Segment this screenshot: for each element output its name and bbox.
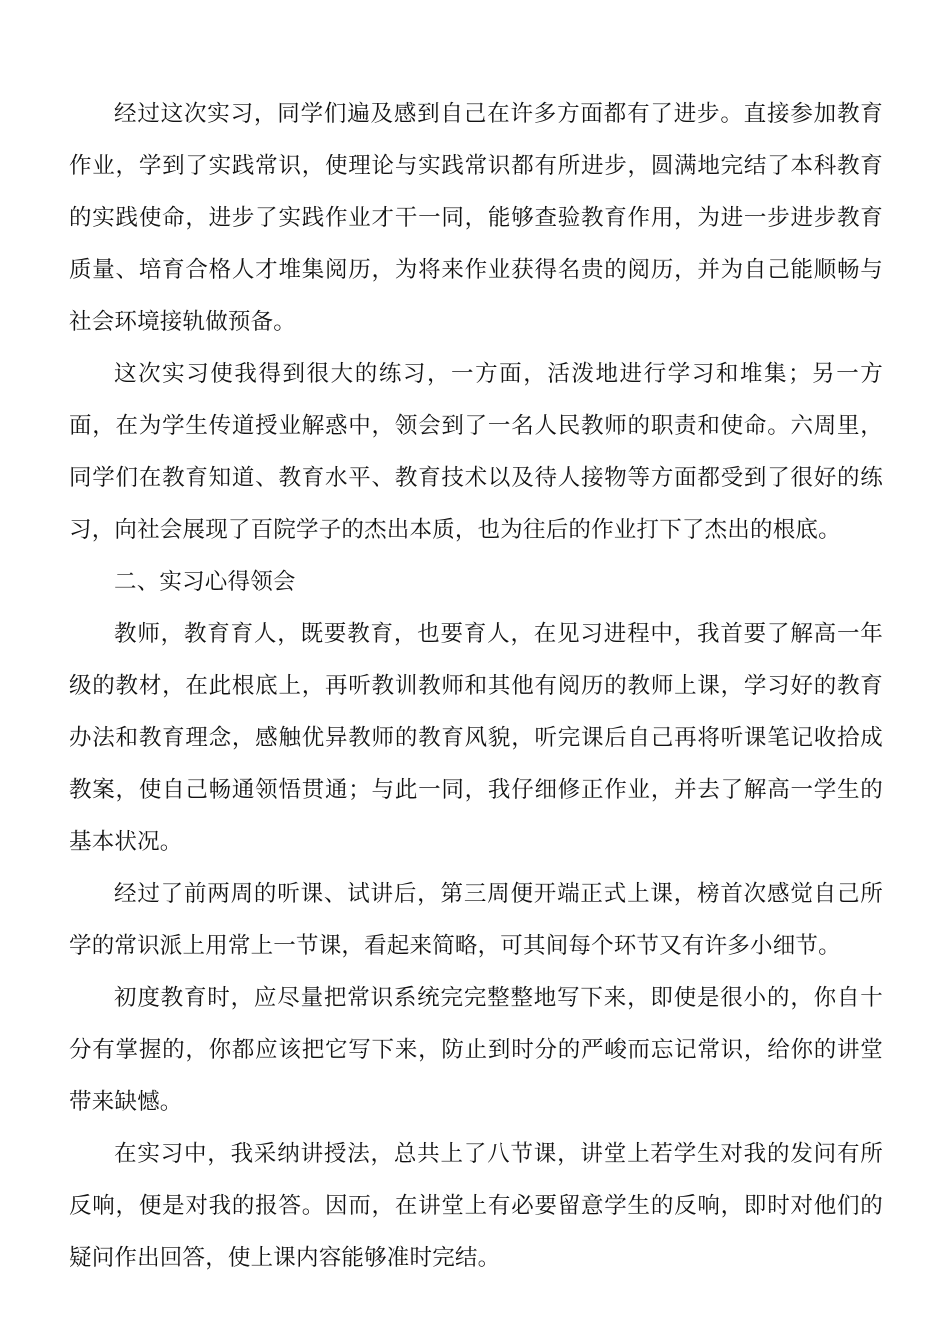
paragraph-first-classes: 经过了前两周的听课、试讲后，第三周便开端正式上课，榜首次感觉自己所学的常识派上用常上一节课，看起来简略，可其间每个环节又有许多小细节。	[69, 881, 883, 959]
paragraph-lecture-method: 在实习中，我采纳讲授法，总共上了八节课，讲堂上若学生对我的发问有所反响，便是对我的报答。因而，在讲堂上有必要留意学生的反响，即时对他们的疑问作出回答，使上课内容能够准时完结。	[69, 1141, 883, 1271]
document-body	[69, 88, 883, 1284]
paragraph-first-teaching: 初度教育时，应尽量把常识系统完完整整地写下来，即使是很小的，你自十分有掌握的，你都应该把它写下来，防止到时分的严峻而忘记常识，给你的讲堂带来缺憾。	[69, 985, 883, 1115]
section-heading: 二、实习心得领会	[114, 569, 296, 595]
paragraph-internship-training: 这次实习使我得到很大的练习，一方面，活泼地进行学习和堆集；另一方面，在为学生传道授业解惑中，领会到了一名人民教师的职责和使命。六周里，同学们在教育知道、教育水平、教育技术以及待人接物等方面都受到了很好的练习，向社会展现了百院学子的杰出本质，也为往后的作业打下了杰出的根底。	[69, 361, 883, 543]
paragraph-teacher-role: 教师，教育育人，既要教育，也要育人，在见习进程中，我首要了解高一年级的教材，在此根底上，再听教训教师和其他有阅历的教师上课，学习好的教育办法和教育理念，感触优异教师的教育风貌，听完课后自己再将听课笔记收拾成教案，使自己畅通领悟贯通；与此一同，我仔细修正作业，并去了解高一学生的基本状况。	[69, 621, 883, 855]
paragraph-internship-progress: 经过这次实习，同学们遍及感到自己在许多方面都有了进步。直接参加教育作业，学到了实践常识，使理论与实践常识都有所进步，圆满地完结了本科教育的实践使命，进步了实践作业才干一同，能够查验教育作用，为进一步进步教育质量、培育合格人才堆集阅历，为将来作业获得名贵的阅历，并为自己能顺畅与社会环境接轨做预备。	[69, 101, 883, 335]
